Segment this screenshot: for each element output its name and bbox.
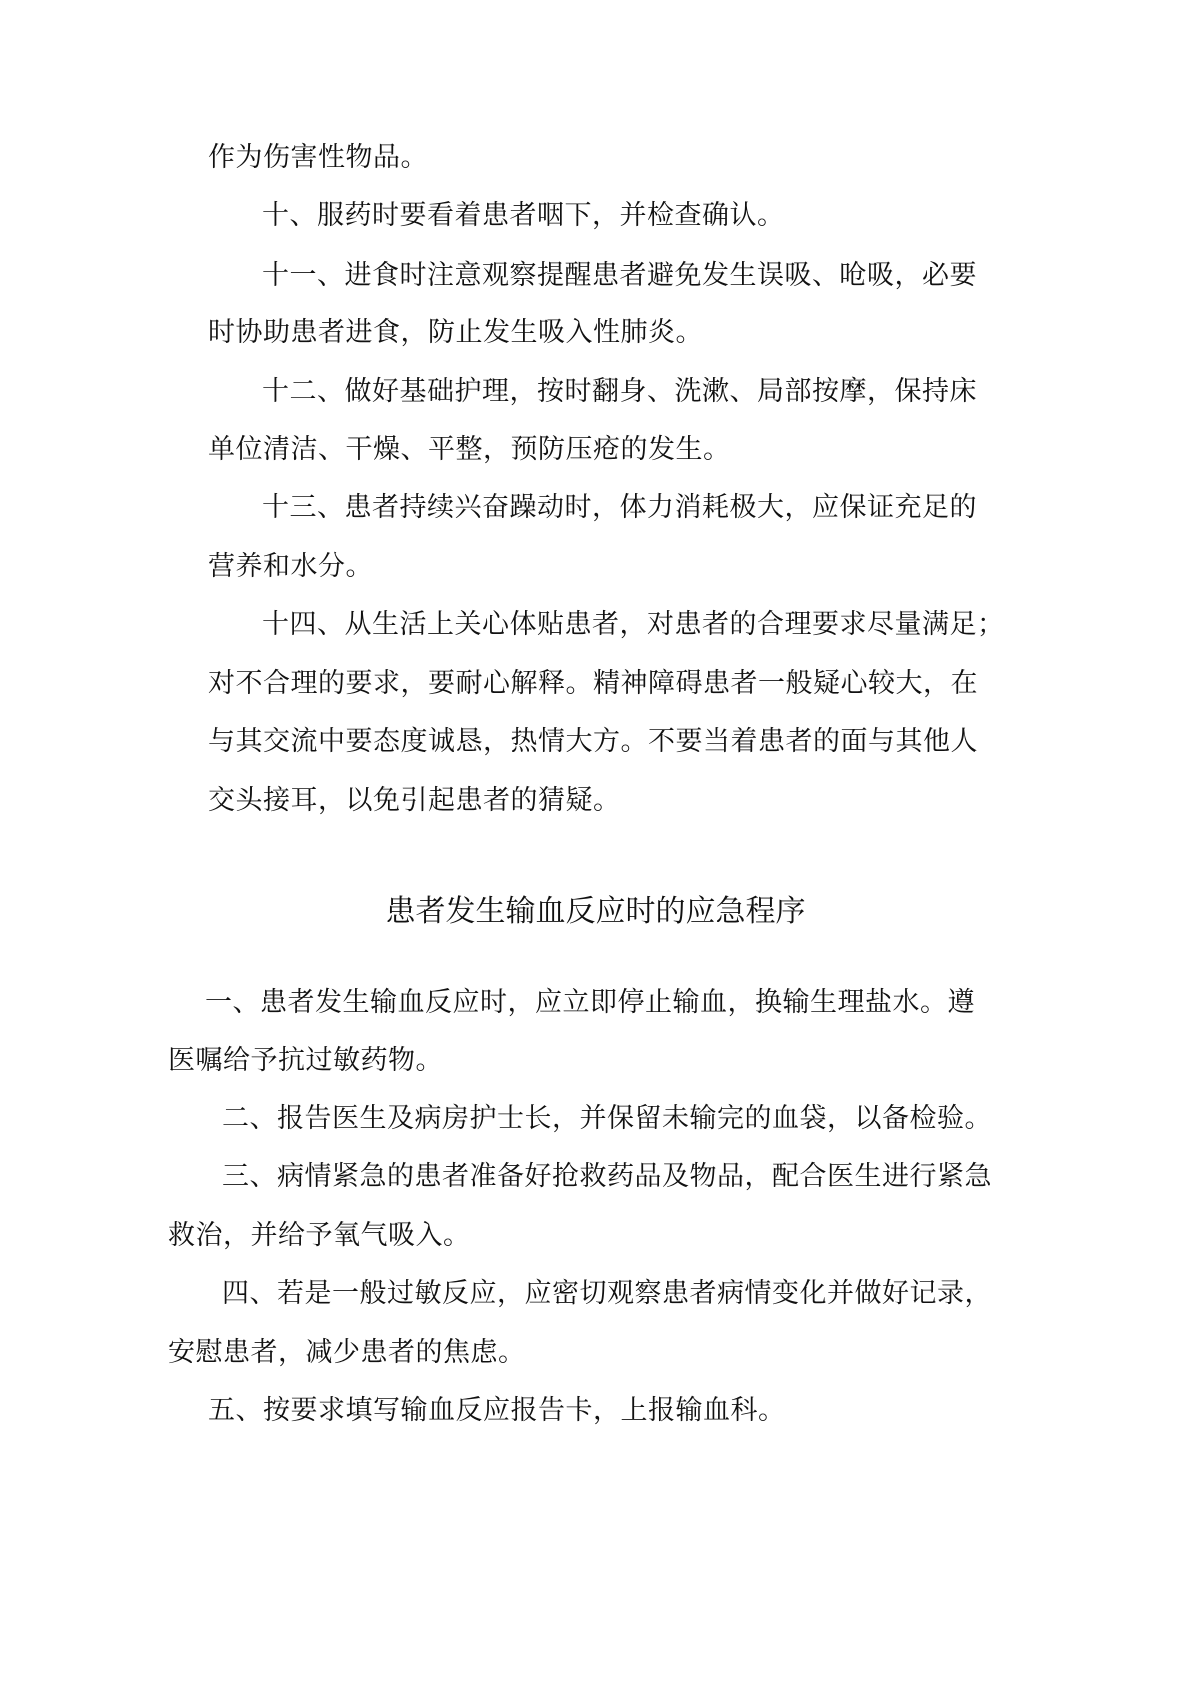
text-line: 单位清洁、干燥、平整，预防压疮的发生。 [208, 434, 731, 465]
text-line: 四、若是一般过敏反应，应密切观察患者病情变化并做好记录， [222, 1278, 992, 1309]
text-line: 对不合理的要求，要耐心解释。精神障碍患者一般疑心较大，在 [208, 668, 978, 699]
text-line: 时协助患者进食，防止发生吸入性肺炎。 [208, 317, 703, 348]
text-line: 三、病情紧急的患者准备好抢救药品及物品，配合医生进行紧急 [222, 1161, 992, 1192]
text-line: 作为伤害性物品。 [208, 142, 428, 173]
text-line: 十二、做好基础护理，按时翻身、洗漱、局部按摩，保持床 [262, 376, 977, 407]
text-line: 与其交流中要态度诚恳，热情大方。不要当着患者的面与其他人 [208, 726, 978, 757]
text-line: 五、按要求填写输血反应报告卡，上报输血科。 [208, 1395, 786, 1426]
text-line: 安慰患者，减少患者的焦虑。 [168, 1337, 526, 1368]
text-line: 救治，并给予氧气吸入。 [168, 1220, 471, 1251]
text-line: 营养和水分。 [208, 551, 373, 582]
text-line: 交头接耳，以免引起患者的猜疑。 [208, 785, 621, 816]
text-line: 医嘱给予抗过敏药物。 [168, 1045, 443, 1076]
text-line: 十、服药时要看着患者咽下，并检查确认。 [262, 200, 785, 231]
text-line: 一、患者发生输血反应时，应立即停止输血，换输生理盐水。遵 [205, 987, 975, 1018]
section-title: 患者发生输血反应时的应急程序 [385, 894, 806, 929]
text-line: 十四、从生活上关心体贴患者，对患者的合理要求尽量满足； [262, 609, 1005, 640]
text-line: 十三、患者持续兴奋躁动时，体力消耗极大，应保证充足的 [262, 492, 977, 523]
text-line: 十一、进食时注意观察提醒患者避免发生误吸、呛吸，必要 [262, 260, 977, 291]
text-line: 二、报告医生及病房护士长，并保留未输完的血袋，以备检验。 [222, 1103, 992, 1134]
